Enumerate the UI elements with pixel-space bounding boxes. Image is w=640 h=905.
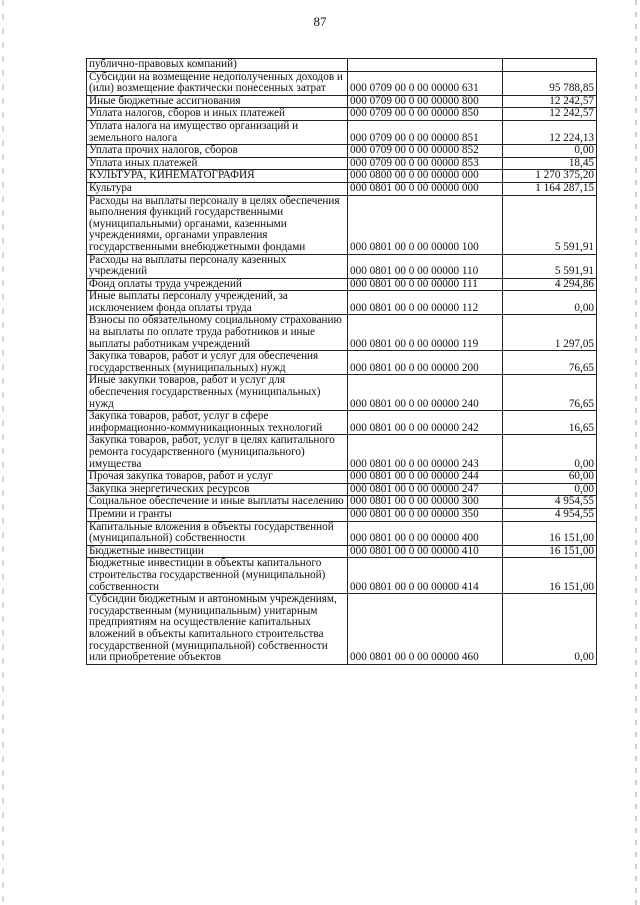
row-code-cell: 000 0801 00 0 00 00000 119 — [348, 315, 503, 351]
row-code-cell: 000 0801 00 0 00 00000 000 — [348, 182, 503, 195]
table-row — [87, 59, 597, 72]
row-code-cell: 000 0801 00 0 00 00000 460 — [348, 594, 503, 665]
row-sum-cell: 4 954,55 — [503, 496, 597, 509]
table-row — [87, 508, 597, 521]
row-sum-cell: 12 224,13 — [503, 120, 597, 144]
row-code-cell: 000 0801 00 0 00 00000 410 — [348, 545, 503, 558]
table-row — [87, 71, 597, 95]
row-code-cell: 000 0801 00 0 00 00000 350 — [348, 508, 503, 521]
row-name-cell: Иные бюджетные ассигнования — [87, 95, 348, 108]
row-sum-cell: 0,00 — [503, 291, 597, 315]
row-code-cell: 000 0709 00 0 00 00000 853 — [348, 157, 503, 170]
row-sum-cell: 5 591,91 — [503, 195, 597, 254]
table-row — [87, 558, 597, 594]
row-sum-cell: 76,65 — [503, 351, 597, 375]
row-name-cell: Субсидии бюджетным и автономным учреждениям, государственным (муниципальным) унитарным предприятиям на осуществление капитальных вложений в объекты капитального строительства государственной (муниципальной) собственности или приобретение объектов — [87, 594, 348, 665]
table-row — [87, 145, 597, 158]
row-code-cell: 000 0709 00 0 00 00000 850 — [348, 108, 503, 121]
row-name-cell: Иные закупки товаров, работ и услуг для обеспечения государственных (муниципальных) нужд — [87, 375, 348, 411]
budget-table — [86, 58, 597, 665]
row-code-cell: 000 0801 00 0 00 00000 240 — [348, 375, 503, 411]
table-row — [87, 157, 597, 170]
row-sum-cell: 0,00 — [503, 435, 597, 471]
row-name-cell: Капитальные вложения в объекты государственной (муниципальной) собственности — [87, 521, 348, 545]
table-row — [87, 435, 597, 471]
table-row — [87, 182, 597, 195]
row-name-cell: Субсидии на возмещение недополученных доходов и (или) возмещение фактически понесенных затрат — [87, 71, 348, 95]
table-row — [87, 120, 597, 144]
row-name-cell: Расходы на выплаты персоналу в целях обеспечения выполнения функций государственными (муниципальными) органами, казенными учреждениями, органами управления государственными внебюджетными фондами — [87, 195, 348, 254]
budget-table-body — [87, 59, 597, 665]
row-code-cell: 000 0709 00 0 00 00000 852 — [348, 145, 503, 158]
row-name-cell: Социальное обеспечение и иные выплаты населению — [87, 496, 348, 509]
table-row — [87, 108, 597, 121]
row-name-cell: публично-правовых компаний) — [87, 59, 348, 72]
scan-edge-left — [2, 0, 4, 905]
row-code-cell: 000 0801 00 0 00 00000 242 — [348, 411, 503, 435]
row-sum-cell: 76,65 — [503, 375, 597, 411]
table-row — [87, 496, 597, 509]
row-name-cell: Прочая закупка товаров, работ и услуг — [87, 471, 348, 484]
table-row — [87, 195, 597, 254]
row-code-cell: 000 0709 00 0 00 00000 800 — [348, 95, 503, 108]
row-code-cell: 000 0801 00 0 00 00000 414 — [348, 558, 503, 594]
row-name-cell: Бюджетные инвестиции в объекты капитального строительства государственной (муниципальной) собственности — [87, 558, 348, 594]
row-sum-cell: 5 591,91 — [503, 254, 597, 278]
row-sum-cell: 18,45 — [503, 157, 597, 170]
row-sum-cell: 1 164 287,15 — [503, 182, 597, 195]
row-code-cell — [348, 59, 503, 72]
row-code-cell: 000 0709 00 0 00 00000 631 — [348, 71, 503, 95]
row-name-cell: Уплата прочих налогов, сборов — [87, 145, 348, 158]
row-name-cell: Закупка товаров, работ и услуг для обеспечения государственных (муниципальных) нужд — [87, 351, 348, 375]
row-sum-cell: 16,65 — [503, 411, 597, 435]
row-code-cell: 000 0801 00 0 00 00000 244 — [348, 471, 503, 484]
row-name-cell: Уплата налога на имущество организаций и земельного налога — [87, 120, 348, 144]
row-code-cell: 000 0801 00 0 00 00000 112 — [348, 291, 503, 315]
row-code-cell: 000 0801 00 0 00 00000 300 — [348, 496, 503, 509]
table-row — [87, 375, 597, 411]
row-name-cell: Премии и гранты — [87, 508, 348, 521]
row-sum-cell: 1 297,05 — [503, 315, 597, 351]
row-sum-cell — [503, 59, 597, 72]
table-row — [87, 594, 597, 665]
row-sum-cell: 0,00 — [503, 483, 597, 496]
table-row — [87, 351, 597, 375]
row-sum-cell: 1 270 375,20 — [503, 170, 597, 183]
scan-edge-right — [635, 0, 637, 905]
table-row — [87, 315, 597, 351]
row-code-cell: 000 0801 00 0 00 00000 400 — [348, 521, 503, 545]
row-name-cell: Закупка энергетических ресурсов — [87, 483, 348, 496]
row-sum-cell: 12 242,57 — [503, 108, 597, 121]
row-sum-cell: 0,00 — [503, 594, 597, 665]
row-name-cell: Закупка товаров, работ, услуг в сфере информационно-коммуникационных технологий — [87, 411, 348, 435]
page-number: 87 — [313, 14, 327, 29]
row-code-cell: 000 0801 00 0 00 00000 110 — [348, 254, 503, 278]
table-row — [87, 95, 597, 108]
row-sum-cell: 12 242,57 — [503, 95, 597, 108]
row-code-cell: 000 0709 00 0 00 00000 851 — [348, 120, 503, 144]
table-row — [87, 291, 597, 315]
row-name-cell: Бюджетные инвестиции — [87, 545, 348, 558]
row-sum-cell: 4 294,86 — [503, 278, 597, 291]
row-code-cell: 000 0800 00 0 00 00000 000 — [348, 170, 503, 183]
row-sum-cell: 0,00 — [503, 145, 597, 158]
table-row — [87, 545, 597, 558]
row-sum-cell: 60,00 — [503, 471, 597, 484]
row-sum-cell: 16 151,00 — [503, 521, 597, 545]
row-name-cell: Взносы по обязательному социальному страхованию на выплаты по оплате труда работников и иные выплаты работникам учреждений — [87, 315, 348, 351]
row-sum-cell: 16 151,00 — [503, 545, 597, 558]
table-row — [87, 254, 597, 278]
row-name-cell: Уплата налогов, сборов и иных платежей — [87, 108, 348, 121]
row-name-cell: Закупка товаров, работ, услуг в целях капитального ремонта государственного (муниципального) имущества — [87, 435, 348, 471]
row-code-cell: 000 0801 00 0 00 00000 243 — [348, 435, 503, 471]
row-name-cell: Расходы на выплаты персоналу казенных учреждений — [87, 254, 348, 278]
table-row — [87, 278, 597, 291]
table-row — [87, 471, 597, 484]
row-name-cell: Культура — [87, 182, 348, 195]
row-name-cell: Иные выплаты персоналу учреждений, за исключением фонда оплаты труда — [87, 291, 348, 315]
row-name-cell: Уплата иных платежей — [87, 157, 348, 170]
row-code-cell: 000 0801 00 0 00 00000 111 — [348, 278, 503, 291]
row-sum-cell: 4 954,55 — [503, 508, 597, 521]
row-code-cell: 000 0801 00 0 00 00000 200 — [348, 351, 503, 375]
row-name-cell: Фонд оплаты труда учреждений — [87, 278, 348, 291]
row-code-cell: 000 0801 00 0 00 00000 247 — [348, 483, 503, 496]
table-row — [87, 521, 597, 545]
row-name-cell: КУЛЬТУРА, КИНЕМАТОГРАФИЯ — [87, 170, 348, 183]
row-sum-cell: 95 788,85 — [503, 71, 597, 95]
table-row — [87, 170, 597, 183]
row-code-cell: 000 0801 00 0 00 00000 100 — [348, 195, 503, 254]
row-sum-cell: 16 151,00 — [503, 558, 597, 594]
table-row — [87, 411, 597, 435]
table-row — [87, 483, 597, 496]
